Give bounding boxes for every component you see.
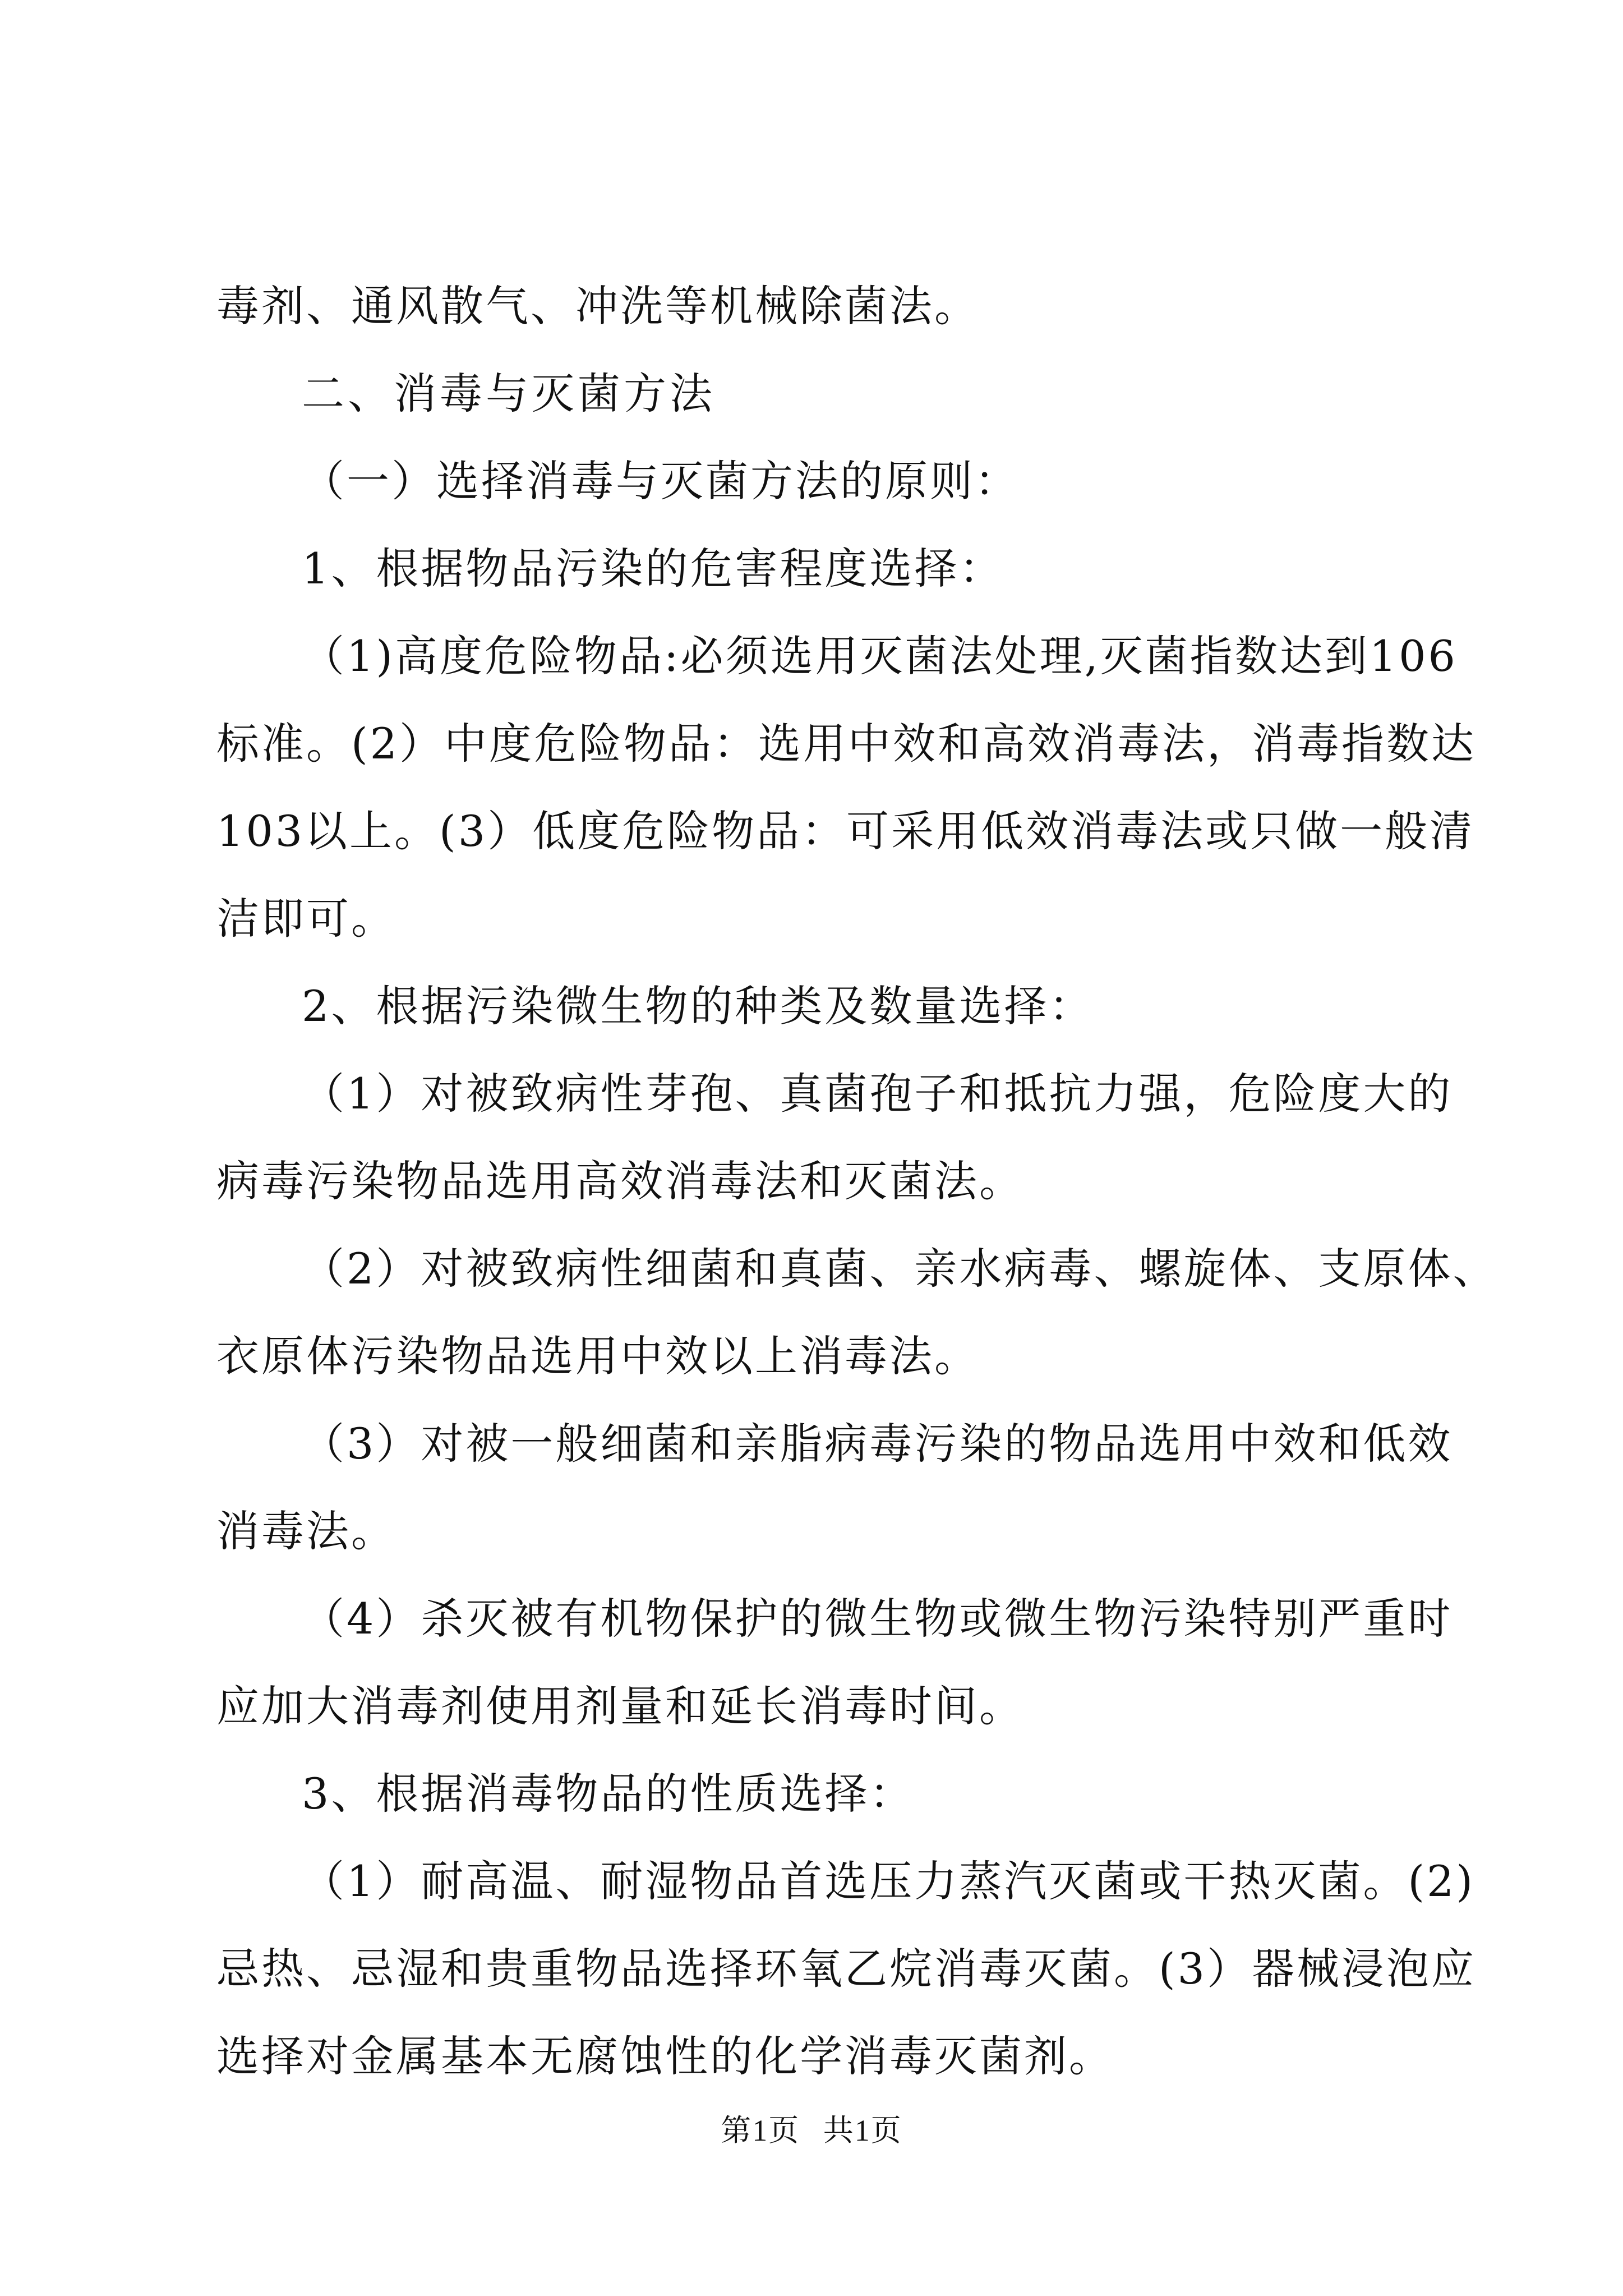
subsection-heading: （一）选择消毒与灭菌方法的原则： — [302, 456, 1020, 506]
text-line: （4）杀灭被有机物保护的微生物或微生物污染特别严重时 — [302, 1594, 1453, 1644]
text-line: （2）对被致病性细菌和真菌、亲水病毒、螺旋体、支原体、 — [302, 1244, 1498, 1294]
document-body — [216, 263, 1498, 2100]
page-total: 共1页 — [823, 2114, 902, 2147]
text-line: 衣原体污染物品选用中效以上消毒法。 — [216, 1331, 979, 1381]
text-line: （1）耐高温、耐湿物品首选压力蒸汽灭菌或干热灭菌。(2) — [302, 1856, 1476, 1906]
text-line: （1）对被致病性芽孢、真菌孢子和抵抗力强，危险度大的 — [302, 1069, 1453, 1119]
numbered-item-heading: 3、根据消毒物品的性质选择： — [302, 1769, 915, 1819]
text-line: 消毒法。 — [216, 1506, 396, 1556]
text-line: 选择对金属基本无腐蚀性的化学消毒灭菌剂。 — [216, 2031, 1114, 2081]
text-line: （1)高度危险物品:必须选用灭菌法处理,灭菌指数达到106 — [302, 631, 1458, 681]
page-number: 第1页 — [721, 2114, 800, 2147]
text-line: 忌热、忌湿和贵重物品选择环氧乙烷消毒灭菌。(3）器械浸泡应 — [216, 1944, 1477, 1994]
text-line: 标准。(2）中度危险物品：选用中效和高效消毒法，消毒指数达 — [216, 719, 1477, 769]
numbered-item-heading: 1、根据物品污染的危害程度选择： — [302, 544, 1004, 593]
text-line: 103以上。(3）低度危险物品：可采用低效消毒法或只做一般清 — [216, 806, 1475, 856]
text-line: 病毒污染物品选用高效消毒法和灭菌法。 — [216, 1156, 1024, 1206]
section-heading: 二、消毒与灭菌方法 — [302, 369, 716, 418]
numbered-item-heading: 2、根据污染微生物的种类及数量选择： — [302, 981, 1094, 1031]
text-line: 毒剂、通风散气、冲洗等机械除菌法。 — [216, 281, 979, 331]
text-line: （3）对被一般细菌和亲脂病毒污染的物品选用中效和低效 — [302, 1419, 1453, 1469]
page-footer — [0, 2106, 1623, 2150]
text-line: 应加大消毒剂使用剂量和延长消毒时间。 — [216, 1681, 1024, 1731]
text-line: 洁即可。 — [216, 894, 396, 944]
